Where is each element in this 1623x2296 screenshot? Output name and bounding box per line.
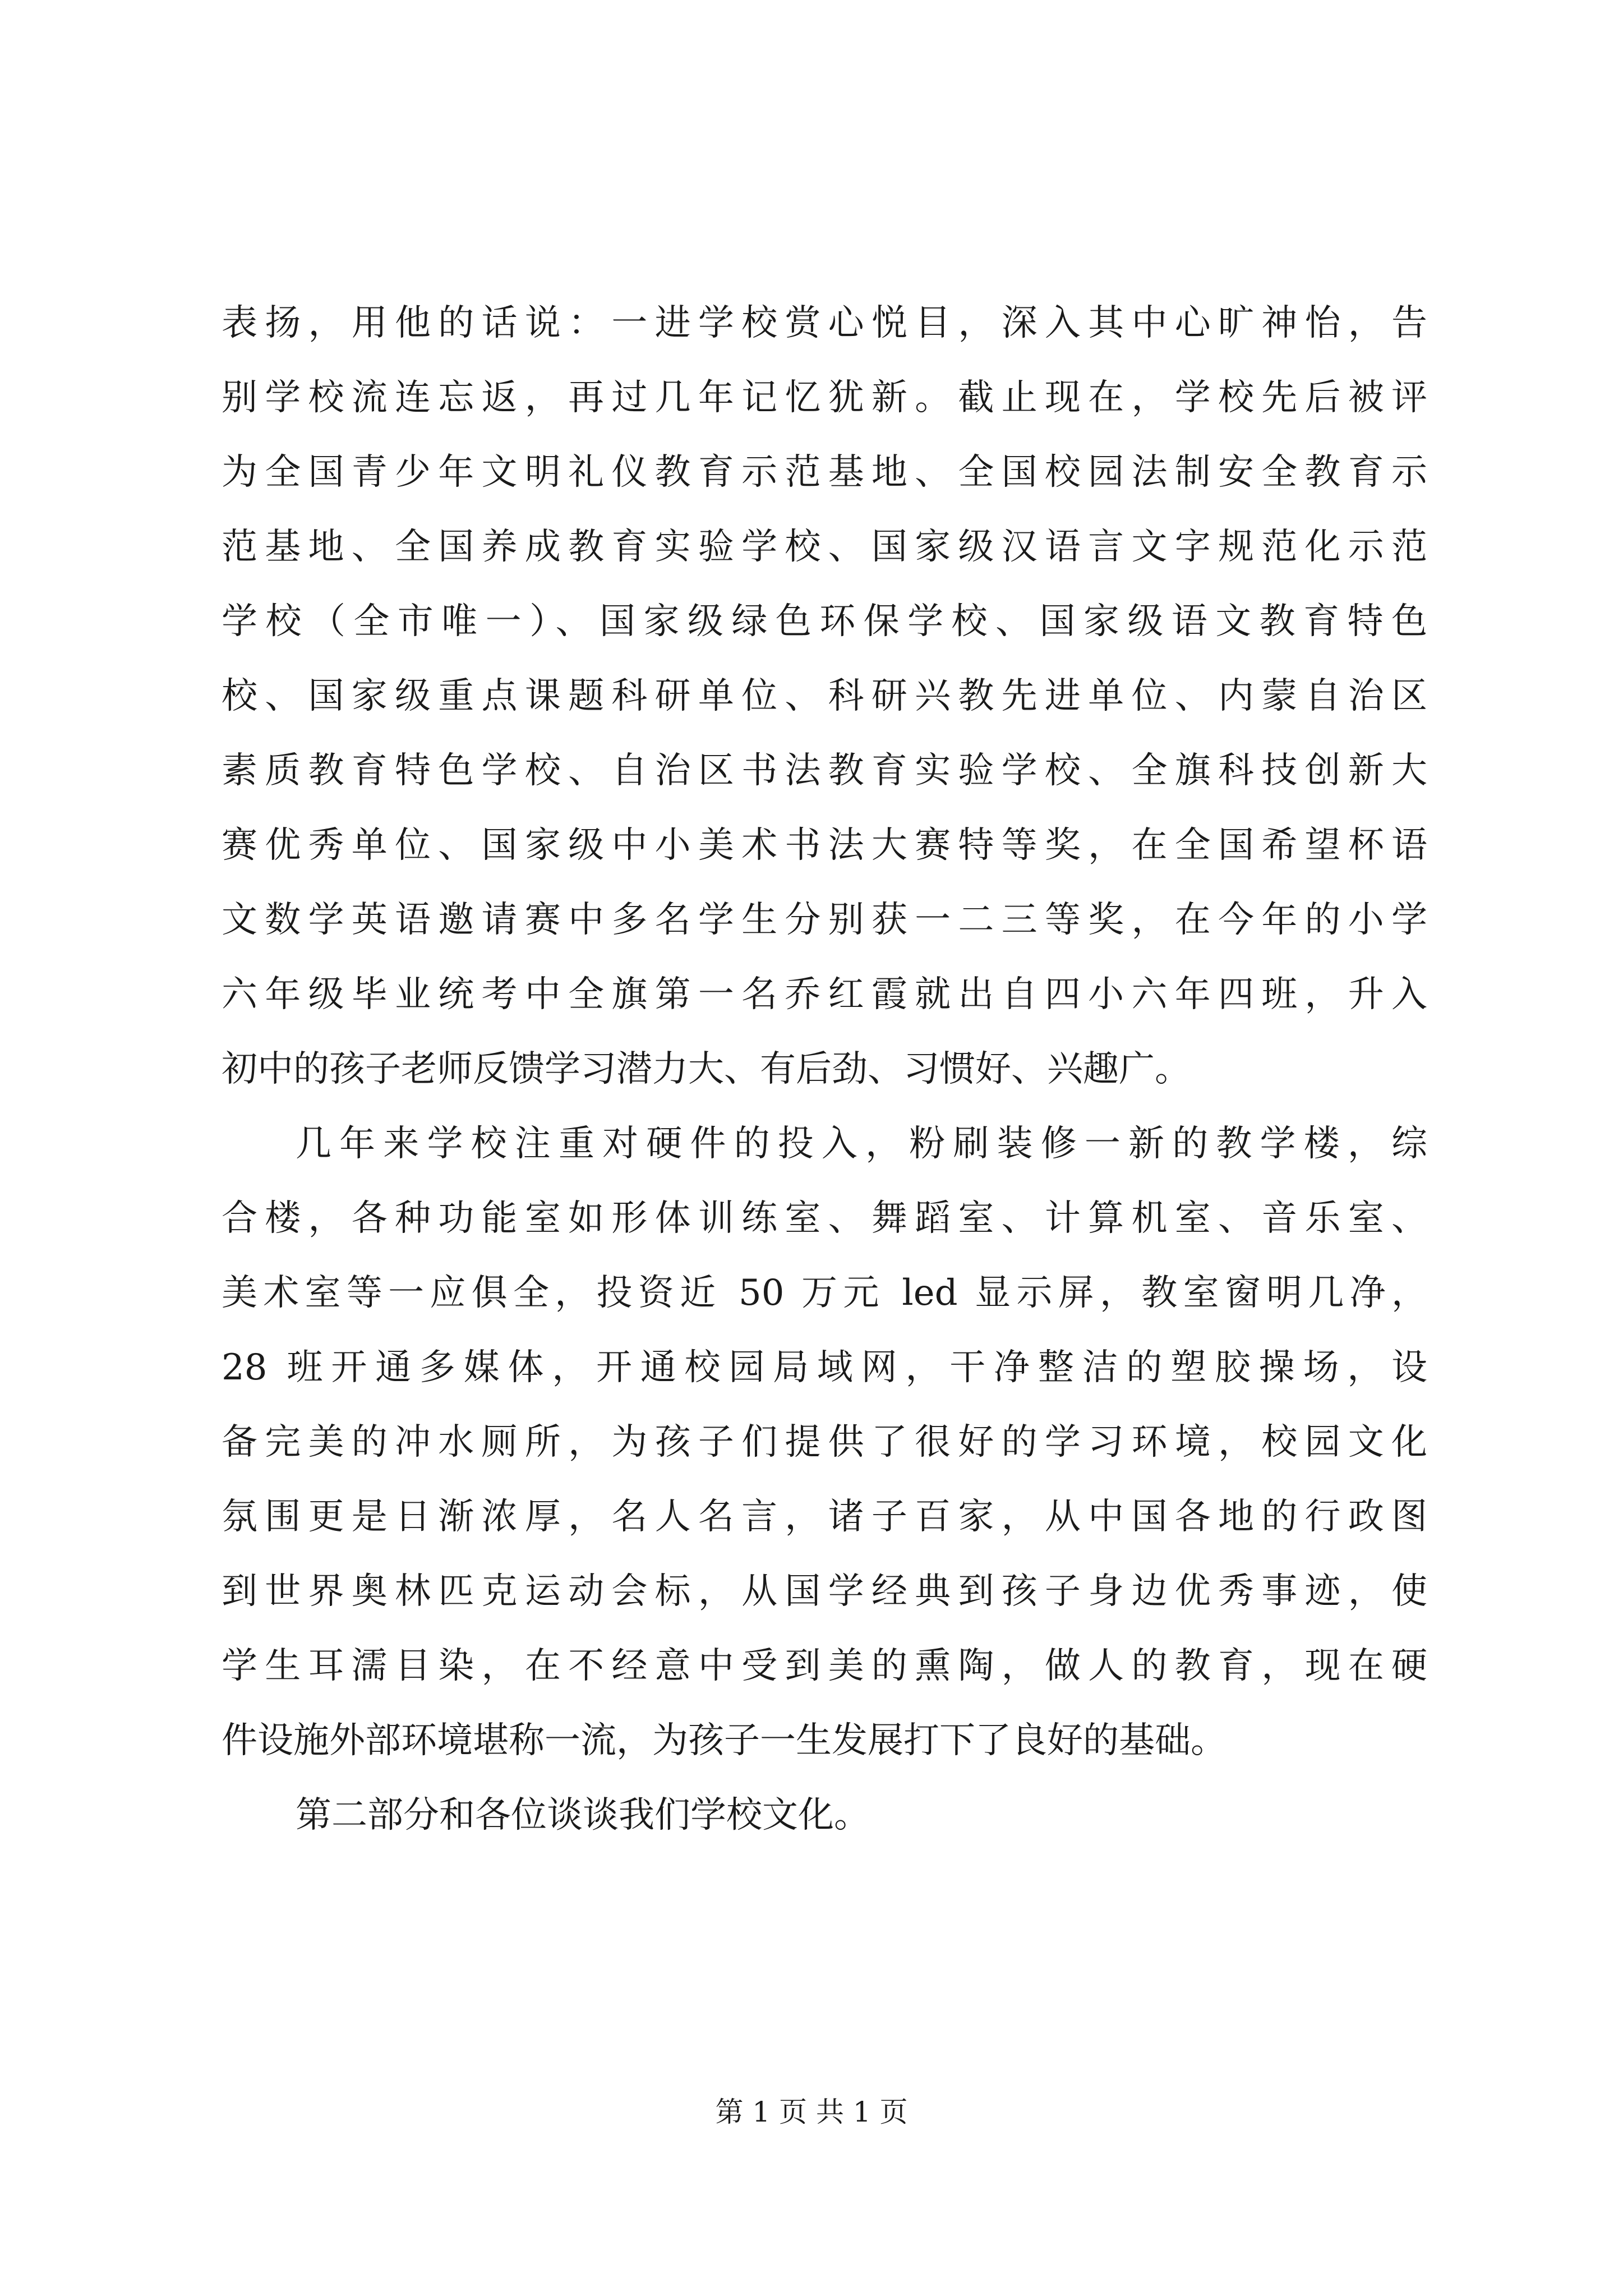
text-line: 到世界奥林匹克运动会标，从国学经典到孩子身边优秀事迹，使 xyxy=(222,1571,1427,1612)
text-line: 赛优秀单位、国家级中小美术书法大赛特等奖，在全国希望杯语 xyxy=(222,825,1427,866)
text-line: 文数学英语邀请赛中多名学生分别获一二三等奖，在今年的小学 xyxy=(222,899,1427,941)
text-line: 校、国家级重点课题科研单位、科研兴教先进单位、内蒙自治区 xyxy=(222,675,1427,717)
text-line: 为全国青少年文明礼仪教育示范基地、全国校园法制安全教育示 xyxy=(222,452,1427,493)
text-line: 初中的孩子老师反馈学习潜力大、有后劲、习惯好、兴趣广。 xyxy=(222,1048,1191,1090)
body-text xyxy=(222,286,1427,1853)
text-line: 六年级毕业统考中全旗第一名乔红霞就出自四小六年四班，升入 xyxy=(222,974,1427,1015)
text-line: 28 班开通多媒体，开通校园局域网，干净整洁的塑胶操场，设 xyxy=(222,1347,1427,1388)
text-line: 表扬，用他的话说：一进学校赏心悦目，深入其中心旷神怡，告 xyxy=(222,302,1427,344)
text-line: 合楼，各种功能室如形体训练室、舞蹈室、计算机室、音乐室、 xyxy=(222,1198,1427,1239)
text-line: 备完美的冲水厕所，为孩子们提供了很好的学习环境，校园文化 xyxy=(222,1421,1427,1463)
text-line: 件设施外部环境堪称一流，为孩子一生发展打下了良好的基础。 xyxy=(222,1720,1227,1761)
text-line: 别学校流连忘返，再过几年记忆犹新。截止现在，学校先后被评 xyxy=(222,377,1427,418)
text-line: 几年来学校注重对硬件的投入，粉刷装修一新的教学楼，综 xyxy=(296,1123,1427,1165)
page-footer: 第 1 页 共 1 页 xyxy=(715,2096,908,2128)
text-line: 美术室等一应俱全，投资近 50 万元 led 显示屏，教室窗明几净， xyxy=(222,1272,1427,1314)
text-line: 素质教育特色学校、自治区书法教育实验学校、全旗科技创新大 xyxy=(222,750,1427,792)
text-line: 范基地、全国养成教育实验学校、国家级汉语言文字规范化示范 xyxy=(222,526,1427,568)
text-line: 第二部分和各位谈谈我们学校文化。 xyxy=(296,1795,870,1836)
text-line: 学校（全市唯一）、国家级绿色环保学校、国家级语文教育特色 xyxy=(222,601,1427,642)
text-line: 氛围更是日渐浓厚，名人名言，诸子百家，从中国各地的行政图 xyxy=(222,1496,1427,1538)
text-line: 学生耳濡目染，在不经意中受到美的熏陶，做人的教育，现在硬 xyxy=(222,1645,1427,1687)
